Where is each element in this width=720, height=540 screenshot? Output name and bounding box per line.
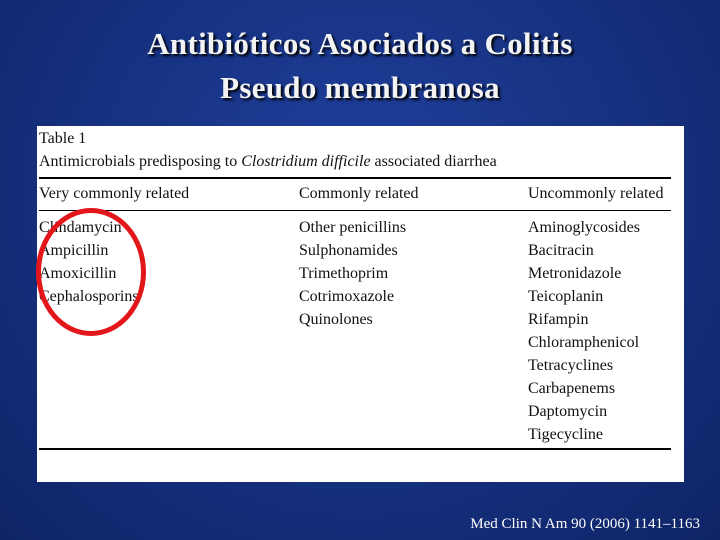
list-item: Amoxicillin <box>39 265 117 282</box>
title-line-2: Pseudo membranosa <box>220 70 500 105</box>
list-item: Daptomycin <box>528 403 608 420</box>
antimicrobials-table <box>37 126 684 482</box>
column-header: Uncommonly related <box>528 185 664 202</box>
column-commonly-related <box>299 185 419 328</box>
list-item: Carbapenems <box>528 380 616 397</box>
column-header: Commonly related <box>299 185 419 202</box>
list-item: Sulphonamides <box>299 242 398 259</box>
table-header-rule <box>39 210 671 211</box>
table-bottom-rule <box>39 448 671 450</box>
caption-text-end: associated diarrhea <box>370 153 497 170</box>
caption-organism: Clostridium difficile <box>241 153 371 170</box>
column-very-commonly-related <box>39 185 190 305</box>
list-item: Cotrimoxazole <box>299 288 395 305</box>
source-citation: Med Clin N Am 90 (2006) 1141–1163 <box>470 516 700 532</box>
list-item: Clindamycin <box>39 219 122 236</box>
list-item: Metronidazole <box>528 265 622 282</box>
column-header: Very commonly related <box>39 185 190 202</box>
slide-title <box>0 22 720 110</box>
column-items <box>528 218 720 448</box>
caption-text-start: Antimicrobials predisposing to <box>39 153 242 170</box>
list-item: Quinolones <box>299 311 373 328</box>
list-item: Chloramphenicol <box>528 334 640 351</box>
column-items <box>299 218 499 333</box>
list-item: Tigecycline <box>528 426 603 443</box>
list-item: Ampicillin <box>39 242 109 259</box>
list-item: Teicoplanin <box>528 288 604 305</box>
table-label: Table 1 <box>39 130 87 147</box>
column-uncommonly-related <box>528 185 664 443</box>
list-item: Tetracyclines <box>528 357 614 374</box>
list-item: Aminoglycosides <box>528 219 640 236</box>
table-caption <box>39 153 497 171</box>
list-item: Other penicillins <box>299 219 407 236</box>
column-items <box>39 218 239 310</box>
list-item: Rifampin <box>528 311 589 328</box>
list-item: Bacitracin <box>528 242 594 259</box>
list-item: Trimethoprim <box>299 265 389 282</box>
table-top-rule <box>39 177 671 179</box>
list-item: Cephalosporins <box>39 288 139 305</box>
title-line-1: Antibióticos Asociados a Colitis <box>147 26 573 61</box>
